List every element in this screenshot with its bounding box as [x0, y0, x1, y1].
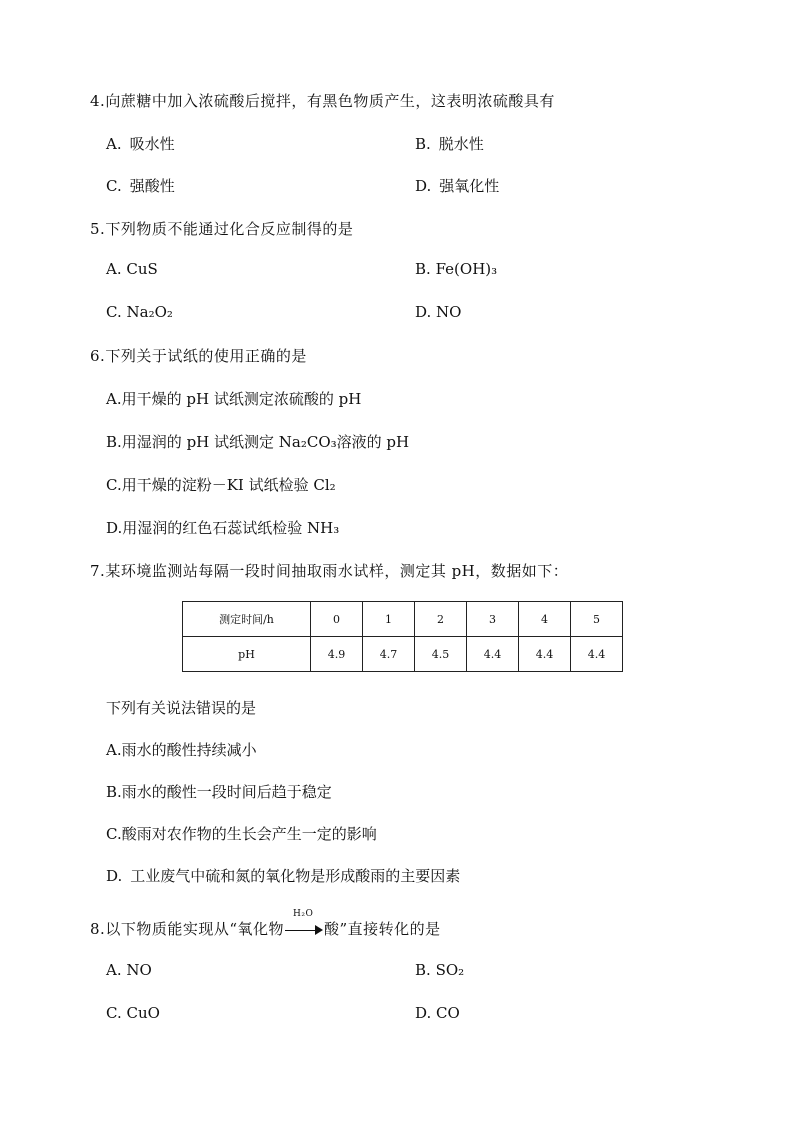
option-text: 用湿润的红色石蕊试纸检验 NH₃ — [122, 519, 340, 537]
option-letter: C. — [106, 303, 122, 321]
table-row-ph — [183, 637, 623, 672]
question-4-stem — [90, 90, 555, 111]
table-cell-time: 5 — [571, 602, 623, 637]
option-letter: D. — [415, 303, 432, 321]
option-text: 用湿润的 pH 试纸测定 Na₂CO₃溶液的 pH — [121, 433, 410, 451]
option-letter: B. — [106, 433, 122, 451]
option-text: Fe(OH)₃ — [435, 260, 498, 278]
table-cell-ph: 4.4 — [519, 637, 571, 672]
option-text: CO — [436, 1004, 460, 1022]
q8-option-d — [415, 1004, 460, 1022]
question-number: 6. — [90, 347, 106, 365]
table-cell-time: 3 — [467, 602, 519, 637]
arrow-label: H₂O — [292, 909, 314, 919]
question-text: 向蔗糖中加入浓硫酸后搅拌，有黑色物质产生，这表明浓硫酸具有 — [105, 92, 555, 110]
q4-option-c — [106, 175, 175, 196]
option-text: NO — [436, 303, 462, 321]
q7-option-b — [106, 781, 332, 802]
q5-option-d — [415, 303, 461, 321]
q6-option-a — [106, 388, 361, 409]
reaction-arrow-icon — [285, 909, 323, 937]
table-cell-ph: 4.5 — [415, 637, 467, 672]
option-text: 脱水性 — [438, 135, 484, 153]
option-text: 酸雨对农作物的生长会产生一定的影响 — [121, 825, 377, 843]
table-header-time: 测定时间/h — [183, 602, 311, 637]
q6-option-b — [106, 431, 409, 452]
option-letter: D. — [415, 1004, 432, 1022]
option-text: 工业废气中硫和氮的氧化物是形成酸雨的主要因素 — [130, 867, 461, 885]
q6-option-d — [106, 517, 339, 538]
option-text: 强氧化性 — [439, 177, 500, 195]
question-text: 下列物质不能通过化合反应制得的是 — [105, 220, 354, 238]
table-cell-ph: 4.9 — [311, 637, 363, 672]
q7-option-a — [106, 739, 257, 760]
option-letter: C. — [106, 177, 122, 195]
table-cell-time: 0 — [311, 602, 363, 637]
option-text: 吸水性 — [129, 135, 175, 153]
table-cell-time: 2 — [415, 602, 467, 637]
question-8-stem — [90, 909, 441, 939]
option-letter: B. — [415, 260, 431, 278]
q4-option-b — [415, 133, 484, 154]
table-cell-time: 4 — [519, 602, 571, 637]
q7-option-c — [106, 823, 377, 844]
option-text: Na₂O₂ — [126, 303, 173, 321]
q4-option-d — [415, 175, 499, 196]
q6-option-c — [106, 474, 336, 495]
option-text: NO — [126, 961, 152, 979]
option-letter: D. — [106, 867, 123, 885]
option-text: CuO — [126, 1004, 160, 1022]
option-letter: C. — [106, 825, 122, 843]
q8-option-a — [106, 961, 152, 979]
option-letter: D. — [415, 177, 432, 195]
question-number: 4. — [90, 92, 106, 110]
option-text: 用干燥的淀粉－KI 试纸检验 Cl₂ — [121, 476, 336, 494]
option-text: 雨水的酸性持续减小 — [121, 741, 257, 759]
q5-option-b — [415, 260, 497, 278]
q8-option-b — [415, 961, 464, 979]
q5-option-c — [106, 303, 173, 321]
ph-data-table — [182, 601, 623, 672]
question-number: 7. — [90, 562, 106, 580]
table-cell-ph: 4.4 — [571, 637, 623, 672]
q4-option-a — [106, 133, 175, 154]
table-row-time — [183, 602, 623, 637]
table-cell-time: 1 — [363, 602, 415, 637]
option-letter: A. — [106, 135, 122, 153]
question-6-stem — [90, 345, 307, 366]
option-letter: D. — [106, 519, 123, 537]
question-7-stem — [90, 560, 568, 581]
question-5-stem — [90, 218, 353, 239]
table-header-ph: pH — [183, 637, 311, 672]
option-letter: A. — [106, 260, 122, 278]
question-text-post: 酸”直接转化的是 — [323, 920, 441, 938]
option-letter: B. — [415, 961, 431, 979]
option-letter: A. — [106, 741, 122, 759]
table-cell-ph: 4.7 — [363, 637, 415, 672]
q8-option-c — [106, 1004, 160, 1022]
table-cell-ph: 4.4 — [467, 637, 519, 672]
option-letter: A. — [106, 390, 122, 408]
q5-option-a — [106, 260, 158, 278]
q7-sub-stem: 下列有关说法错误的是 — [106, 699, 257, 717]
option-letter: B. — [415, 135, 431, 153]
option-text: 强酸性 — [129, 177, 175, 195]
option-text: 雨水的酸性一段时间后趋于稳定 — [121, 783, 332, 801]
option-letter: B. — [106, 783, 122, 801]
option-text: 用干燥的 pH 试纸测定浓硫酸的 pH — [121, 390, 362, 408]
question-number: 8. — [90, 920, 106, 938]
option-text: SO₂ — [435, 961, 465, 979]
option-letter: C. — [106, 1004, 122, 1022]
option-text: CuS — [126, 260, 158, 278]
question-text: 下列关于试纸的使用正确的是 — [105, 347, 307, 365]
q7-option-d — [106, 865, 460, 886]
option-letter: A. — [106, 961, 122, 979]
question-text-pre: 以下物质能实现从“氧化物 — [105, 920, 284, 938]
question-text: 某环境监测站每隔一段时间抽取雨水试样，测定其 pH，数据如下： — [105, 562, 569, 580]
question-number: 5. — [90, 220, 106, 238]
option-letter: C. — [106, 476, 122, 494]
